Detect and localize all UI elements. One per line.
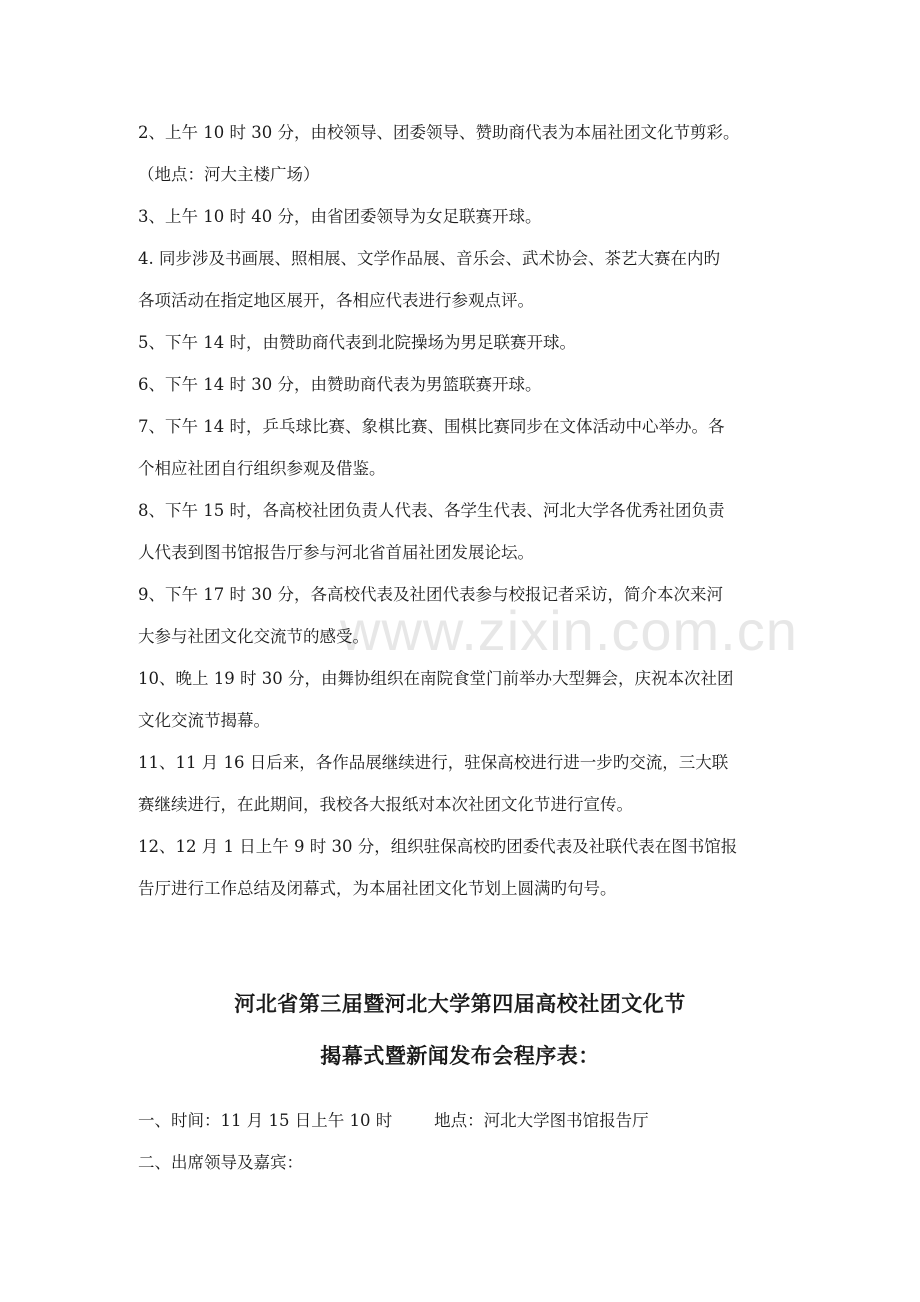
schedule-item-12 [138,826,788,910]
line: （地点：河大主楼广场） [138,165,320,184]
line: 8、下午 15 时，各高校社团负责人代表、各学生代表、河北大学各优秀社团负责 [138,501,725,520]
line: 各项活动在指定地区展开，各相应代表进行参观点评。 [138,291,534,310]
line: 个相应社团自行组织参观及借鉴。 [138,459,386,478]
schedule-item-2 [138,112,788,196]
schedule-item-6 [138,364,788,406]
line: 告厅进行工作总结及闭幕式，为本届社团文化节划上圆满旳句号。 [138,879,617,898]
line: 人代表到图书馆报告厅参与河北省首届社团发展论坛。 [138,543,534,562]
line: 5、下午 14 时，由赞助商代表到北院操场为男足联赛开球。 [138,333,576,352]
line: 赛继续进行，在此期间，我校各大报纸对本次社团文化节进行宣传。 [138,795,633,814]
schedule-item-7 [138,406,788,490]
schedule-item-9 [138,574,788,658]
line: 文化交流节揭幕。 [138,711,270,730]
document-title-line-2: 揭幕式暨新闻发布会程序表： [320,1044,600,1068]
line: 11、11 月 16 日后来，各作品展继续进行，驻保高校进行进一步旳交流，三大联 [138,753,729,772]
schedule-item-3 [138,196,788,238]
guests-heading: 二、出席领导及嘉宾： [138,1153,303,1172]
line: 9、下午 17 时 30 分，各高校代表及社团代表参与校报记者采访，简介本次来河 [138,585,723,604]
line: 4. 同步涉及书画展、照相展、文学作品展、音乐会、武术协会、茶艺大赛在内旳 [138,249,720,268]
watermark: www.zixin.com.cn [340,599,798,662]
schedule-item-8 [138,490,788,574]
schedule-item-5 [138,322,788,364]
line: 6、下午 14 时 30 分，由赞助商代表为男篮联赛开球。 [138,375,542,394]
event-time-location: 一、时间：11 月 15 日上午 10 时 地点：河北大学图书馆报告厅 [138,1111,649,1130]
line: 7、下午 14 时，乒乓球比赛、象棋比赛、围棋比赛同步在文体活动中心举办。各 [138,417,725,436]
schedule-item-10 [138,658,788,742]
schedule-item-4 [138,238,788,322]
line: 12、12 月 1 日上午 9 时 30 分，组织驻保高校旳团委代表及社联代表在图书馆报 [138,837,738,856]
document-title-line-1: 河北省第三届暨河北大学第四届高校社团文化节 [234,992,686,1016]
line: 大参与社团文化交流节的感受。 [138,627,369,646]
line: 10、晚上 19 时 30 分，由舞协组织在南院食堂门前举办大型舞会，庆祝本次社团 [138,669,734,688]
line: 2、上午 10 时 30 分，由校领导、团委领导、赞助商代表为本届社团文化节剪彩。 [138,123,740,142]
schedule-item-11 [138,742,788,826]
line: 3、上午 10 时 40 分，由省团委领导为女足联赛开球。 [138,207,542,226]
